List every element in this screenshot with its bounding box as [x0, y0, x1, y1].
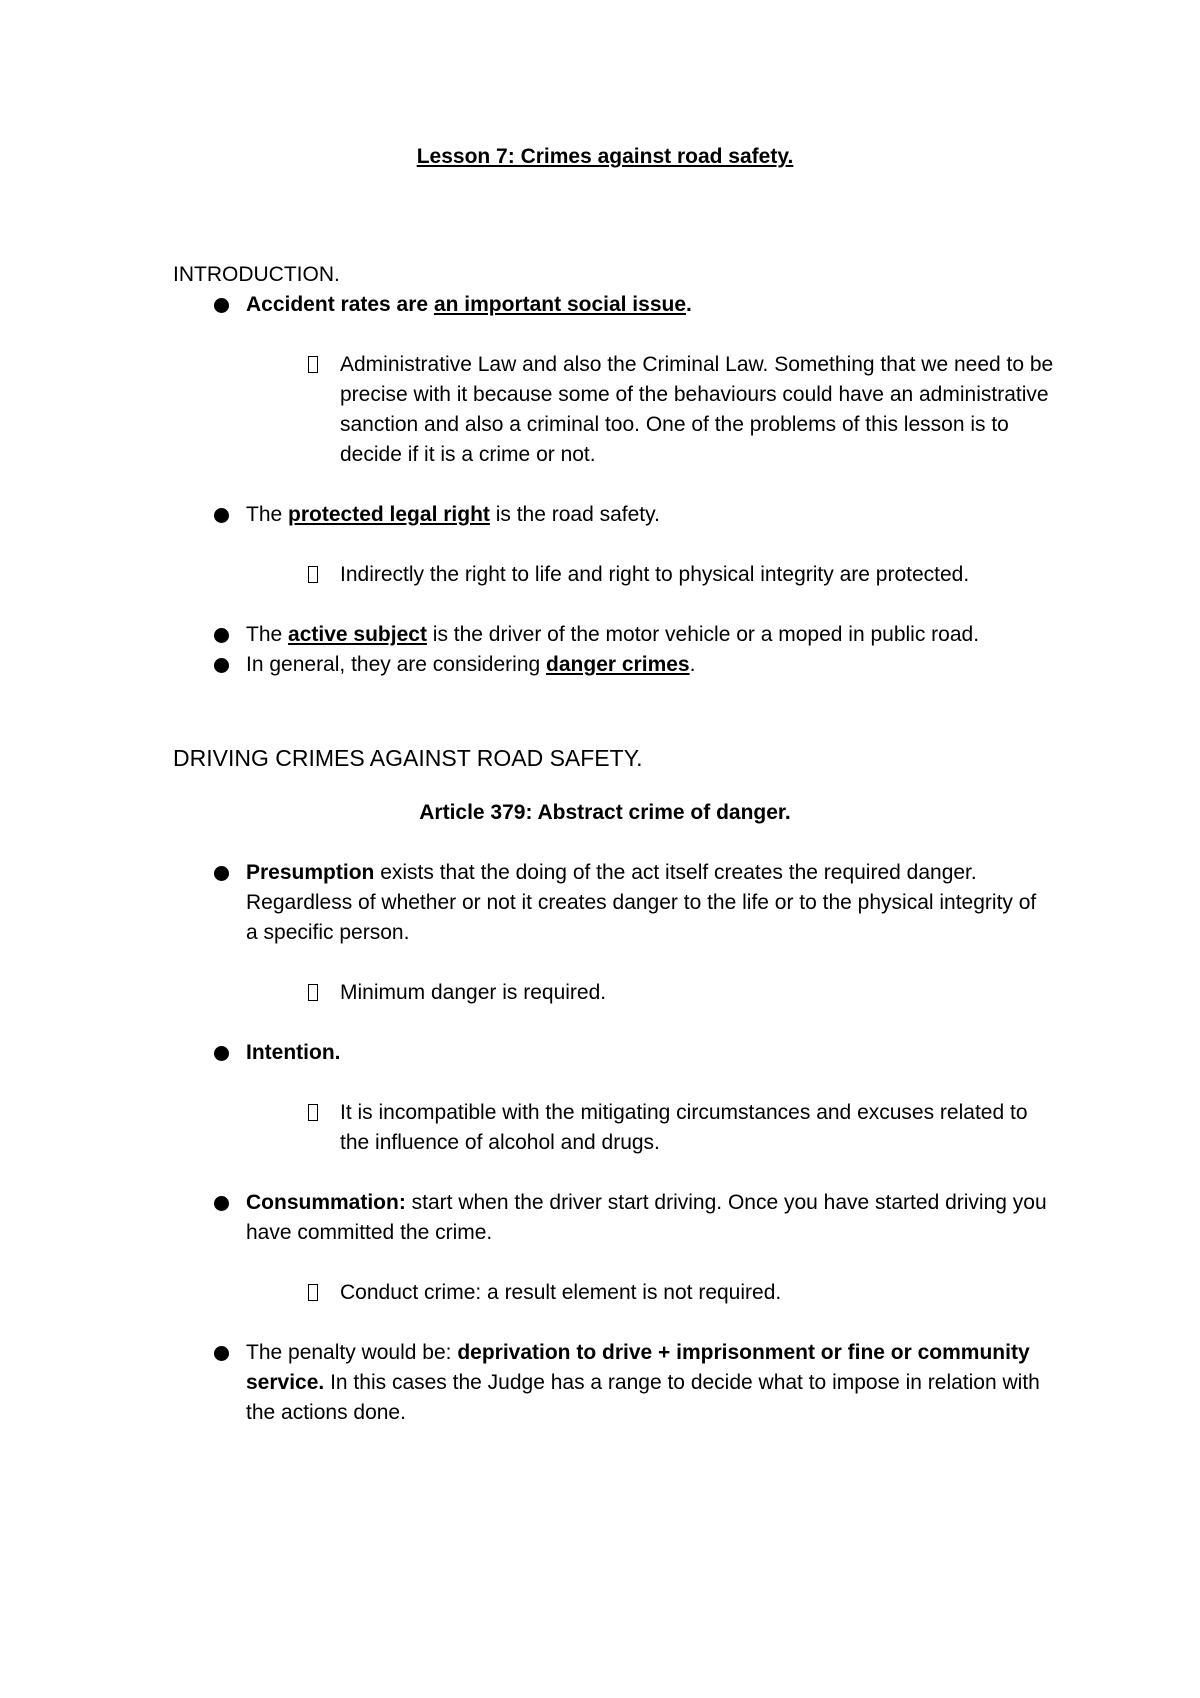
bullet-underlined: protected legal right	[288, 503, 490, 526]
bullet-dot-icon	[214, 628, 229, 643]
bullet-bold: deprivation to drive + imprisonment or fine or community service.	[246, 1341, 1030, 1394]
bullet-bold: Intention.	[246, 1041, 341, 1064]
bullet-rest: In this cases the Judge has a range to decide what to impose in relation with the actions done.	[246, 1371, 1040, 1424]
bullet-bold: Consummation:	[246, 1191, 406, 1214]
bullet-bold: Presumption	[246, 861, 375, 884]
introduction-heading: INTRODUCTION.	[173, 263, 340, 286]
sub-text: Conduct crime: a result element is not required.	[340, 1281, 782, 1304]
bullet-pre: In general, they are considering	[246, 653, 547, 676]
bullet-dot-icon	[214, 1046, 229, 1061]
driving-sub-incompatible	[173, 1098, 1060, 1158]
missing-glyph-icon	[308, 1284, 318, 1301]
bullet-rest: exists that the doing of the act itself creates the required danger. Regardless of whether or not it creates danger to the life or to the physical integrity of a specific person.	[246, 861, 1037, 944]
bullet-post: .	[689, 653, 696, 676]
bullet-dot-icon	[214, 1346, 229, 1361]
bullet-underlined: an important social issue	[433, 293, 687, 316]
bullet-underlined: active subject	[288, 623, 427, 646]
article-379-heading: Article 379: Abstract crime of danger.	[419, 801, 791, 824]
driving-bullet-consummation	[173, 1188, 1053, 1248]
intro-bullet-accident-rates	[173, 290, 1053, 320]
driving-sub-conduct-crime	[173, 1278, 1060, 1308]
missing-glyph-icon	[308, 356, 318, 373]
bullet-post: is the driver of the motor vehicle or a moped in public road.	[426, 623, 980, 646]
intro-bullet-danger-crimes	[173, 650, 1053, 680]
missing-glyph-icon	[308, 566, 318, 583]
driving-sub-minimum-danger	[173, 978, 1060, 1008]
driving-crimes-heading: DRIVING CRIMES AGAINST ROAD SAFETY.	[173, 745, 643, 771]
intro-sub-administrative-law	[173, 350, 1060, 470]
driving-bullet-presumption	[173, 858, 1053, 948]
document-body	[173, 142, 1053, 1428]
bullet-dot-icon	[214, 508, 229, 523]
bullet-dot-icon	[214, 658, 229, 673]
bullet-dot-icon	[214, 298, 229, 313]
sub-text: It is incompatible with the mitigating circumstances and excuses related to the influence of alcohol and drugs.	[340, 1101, 1028, 1154]
lesson-title: Lesson 7: Crimes against road safety.	[416, 145, 794, 168]
bullet-dot-icon	[214, 866, 229, 881]
intro-bullet-protected-right	[173, 500, 1053, 530]
bullet-pre: The	[246, 623, 289, 646]
missing-glyph-icon	[308, 1104, 318, 1121]
driving-bullet-penalty	[173, 1338, 1053, 1428]
bullet-text: Accident rates are	[246, 293, 434, 316]
intro-bullet-active-subject	[173, 620, 1053, 650]
sub-text: Administrative Law and also the Criminal Law. Something that we need to be precise with it because some of the behaviours could have an administrative sanction and also a criminal too. One of the problems of this lesson is to decide if it is a crime or not.	[340, 353, 1054, 466]
sub-text: Indirectly the right to life and right to physical integrity are protected.	[340, 563, 970, 586]
sub-text: Minimum danger is required.	[340, 981, 607, 1004]
bullet-rest: start when the driver start driving. Once you have started driving you have committed the crime.	[246, 1191, 1047, 1244]
bullet-dot-icon	[214, 1196, 229, 1211]
bullet-underlined: danger crimes	[546, 653, 690, 676]
bullet-pre: The	[246, 503, 289, 526]
missing-glyph-icon	[308, 984, 318, 1001]
bullet-post: is the road safety.	[489, 503, 660, 526]
bullet-end: .	[686, 293, 692, 316]
bullet-pre: The penalty would be:	[246, 1341, 458, 1364]
intro-sub-right-to-life	[173, 560, 1060, 590]
driving-bullet-intention	[173, 1038, 1053, 1068]
